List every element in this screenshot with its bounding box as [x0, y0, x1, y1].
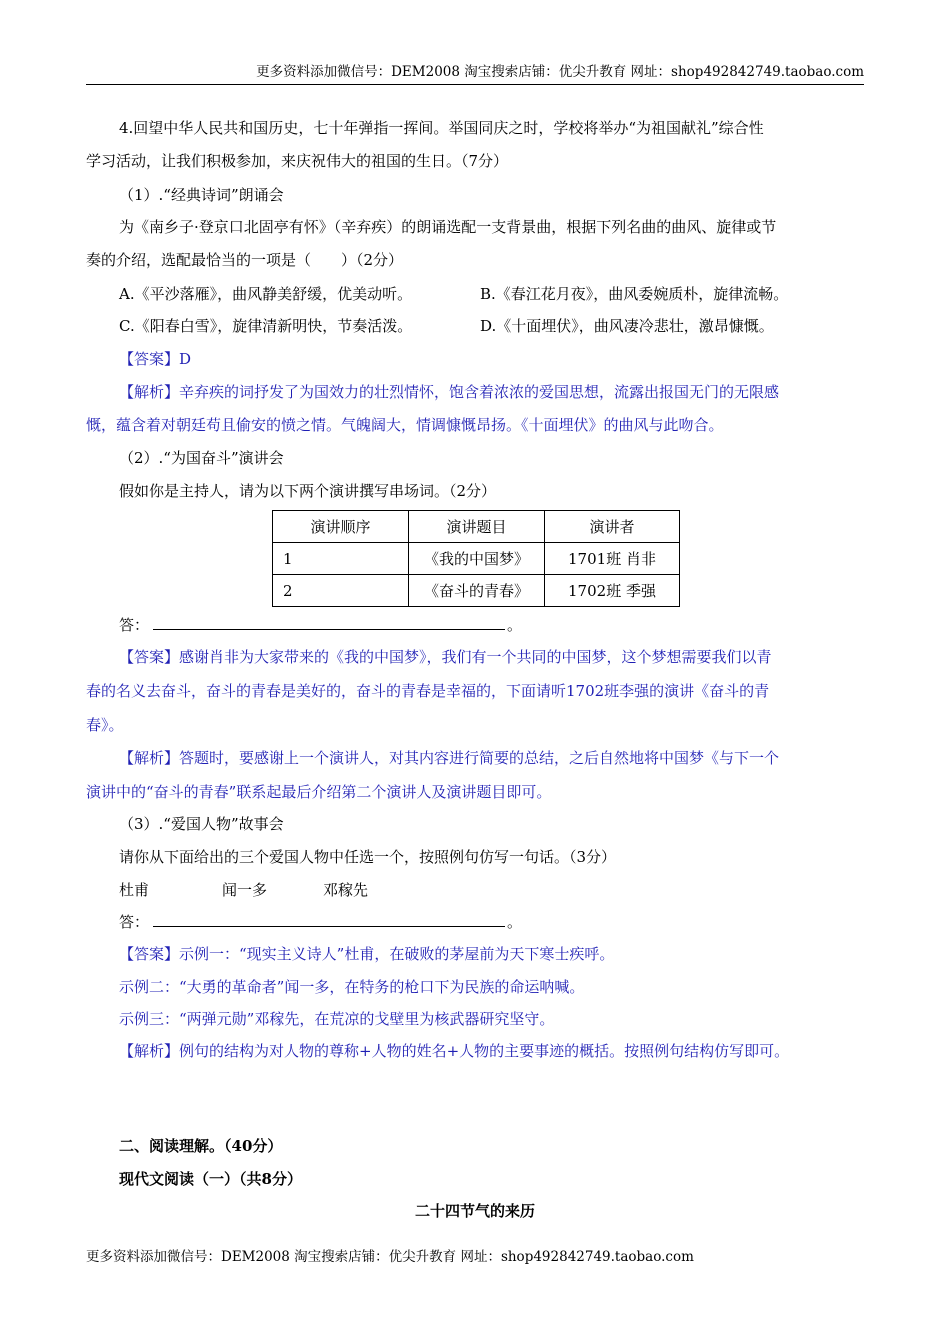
- table-header-cell: 演讲者: [545, 511, 680, 543]
- answer-prefix: 答：: [119, 913, 150, 931]
- person-du-fu: 杜甫: [119, 881, 150, 899]
- part2-answer-line2: 春的名义去奋斗，奋斗的青春是美好的，奋斗的青春是幸福的，下面请听1702班李强的演讲《奋斗的青: [86, 682, 770, 700]
- table-header-row: [273, 511, 680, 543]
- table-row: [273, 543, 680, 575]
- table-cell: 《奋斗的青春》: [409, 575, 545, 607]
- option-c: C.《阳春白雪》，旋律清新明快，节奏活泼。: [119, 317, 413, 335]
- option-b: B.《春江花月夜》，曲风委婉质朴，旋律流畅。: [480, 285, 789, 303]
- q4-part1-title: （1）.“经典诗词”朗诵会: [119, 186, 284, 204]
- q4-part2-title: （2）.“为国奋斗”演讲会: [119, 449, 284, 467]
- q4-intro-line1: 4.回望中华人民共和国历史，七十年弹指一挥间。举国同庆之时，学校将举办“为祖国献礼”综合性: [119, 119, 764, 137]
- section-title: 二、阅读理解。（40分）: [119, 1137, 283, 1155]
- speech-table: [272, 510, 680, 607]
- answer-blank: [153, 912, 505, 927]
- part3-answer-line3: 示例三：“两弹元勋”邓稼先，在荒凉的戈壁里为核武器研究坚守。: [119, 1010, 555, 1028]
- part1-analysis-line2: 慨，蕴含着对朝廷苟且偷安的愤之情。气魄阔大，情调慷慨昂扬。《十面埋伏》的曲风与此吻合。: [86, 416, 724, 434]
- option-a: A.《平沙落雁》，曲风静美舒缓，优美动听。: [119, 285, 413, 303]
- person-deng-jiaxian: 邓稼先: [323, 881, 369, 899]
- table-cell: 1: [273, 543, 409, 575]
- option-d: D.《十面埋伏》，曲风凄冷悲壮，激昂慷慨。: [480, 317, 774, 335]
- table-row: [273, 575, 680, 607]
- q4-part1-stem-line2: 奏的介绍，选配最恰当的一项是（ ）（2分）: [86, 251, 404, 269]
- answer-suffix: 。: [507, 616, 523, 634]
- article-title: 二十四节气的来历: [414, 1202, 535, 1220]
- part2-answer-line3: 春》。: [86, 716, 124, 734]
- part2-answer-line: [119, 614, 522, 636]
- q4-intro-line2: 学习活动，让我们积极参加，来庆祝伟大的祖国的生日。（7分）: [86, 152, 509, 170]
- page-header: 更多资料添加微信号：DEM2008 淘宝搜索店铺：优尖升教育 网址：shop492842749.taobao.com: [86, 62, 864, 85]
- part2-answer-line1: 【答案】感谢肖非为大家带来的《我的中国梦》，我们有一个共同的中国梦，这个梦想需要我们以青: [119, 648, 772, 666]
- q4-part1-stem-line1: 为《南乡子·登京口北固亭有怀》（辛弃疾）的朗诵选配一支背景曲，根据下列名曲的曲风、旋律或节: [119, 218, 777, 236]
- answer-suffix: 。: [507, 913, 523, 931]
- table-header-cell: 演讲题目: [409, 511, 545, 543]
- person-wen-yiduo: 闻一多: [222, 881, 268, 899]
- part1-answer: 【答案】D: [119, 350, 192, 368]
- table-cell: 2: [273, 575, 409, 607]
- part3-analysis: 【解析】例句的结构为对人物的尊称+人物的姓名+人物的主要事迹的概括。按照例句结构仿写即可。: [119, 1042, 790, 1060]
- part3-answer-line2: 示例二：“大勇的革命者”闻一多，在特务的枪口下为民族的命运呐喊。: [119, 978, 585, 996]
- q4-part3-title: （3）.“爱国人物”故事会: [119, 815, 284, 833]
- part2-analysis-line2: 演讲中的“奋斗的青春”联系起最后介绍第二个演讲人及演讲题目即可。: [86, 783, 552, 801]
- part3-answer-line1: 【答案】示例一：“现实主义诗人”杜甫，在破败的茅屋前为天下寒士疾呼。: [119, 945, 615, 963]
- section-subtitle: 现代文阅读（一）（共8分）: [119, 1170, 302, 1188]
- table-header-cell: 演讲顺序: [273, 511, 409, 543]
- q4-part3-stem: 请你从下面给出的三个爱国人物中任选一个，按照例句仿写一句话。（3分）: [119, 848, 617, 866]
- table-cell: 1702班 季强: [545, 575, 680, 607]
- page-footer: 更多资料添加微信号：DEM2008 淘宝搜索店铺：优尖升教育 网址：shop492842749.taobao.com: [86, 1249, 694, 1265]
- table-cell: 《我的中国梦》: [409, 543, 545, 575]
- part2-analysis-line1: 【解析】答题时，要感谢上一个演讲人，对其内容进行简要的总结，之后自然地将中国梦《与下一个: [119, 749, 780, 767]
- part1-analysis-line1: 【解析】辛弃疾的词抒发了为国效力的壮烈情怀，饱含着浓浓的爱国思想，流露出报国无门的无限感: [119, 383, 780, 401]
- q4-part2-stem: 假如你是主持人，请为以下两个演讲撰写串场词。（2分）: [119, 482, 497, 500]
- table-cell: 1701班 肖非: [545, 543, 680, 575]
- part3-answer-line: [119, 911, 522, 933]
- answer-prefix: 答：: [119, 616, 150, 634]
- answer-blank: [153, 615, 505, 630]
